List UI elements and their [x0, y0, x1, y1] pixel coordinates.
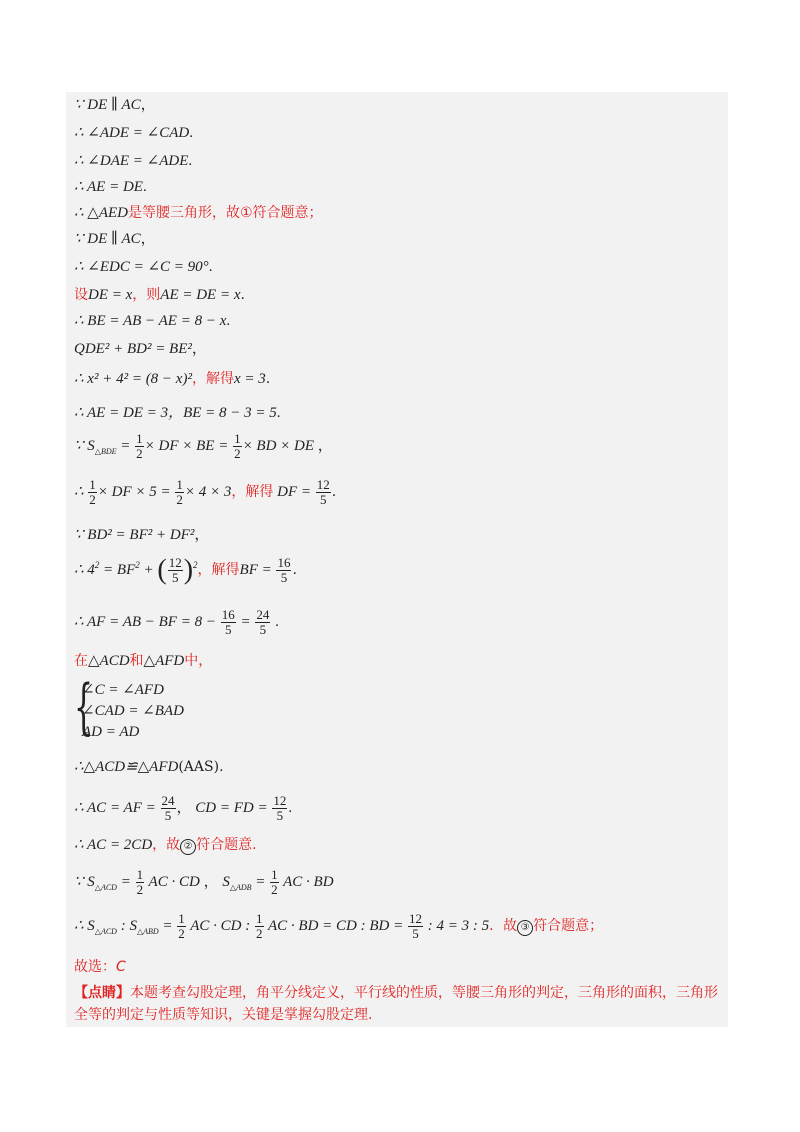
line-12: ∴ AE = DE = 3，BE = 8 − 3 = 5.: [74, 405, 281, 421]
line-10: QDE² + BD² = BE²，: [74, 341, 207, 357]
line-1: ∵ DE ∥ AC，: [74, 97, 156, 113]
line-20: ∴ AC = AF = $\frac{24}{5}$ ， CD = FD = $\frac{12}{5}$ .: [74, 793, 293, 823]
system-line-2: ∠CAD = ∠BAD: [82, 703, 184, 719]
line-23: ∴ $S_{\triangle ACD}$ : $S_{\triangle ABD}$ = $\frac{1}{2}$ AC · CD : $\frac{1}{2}$ AC · BD = CD : BD = $\frac{12}{5}$ : 4 = 3 : 5．故 ③ 符合题意；: [74, 911, 604, 941]
line-5: ∴ △AED是等腰三角形，故①符合题意；: [74, 205, 323, 221]
line-21: ∴ AC = 2CD，故 ② 符合题意.: [74, 837, 257, 853]
tip-line-1: 【点睛】本题考查勾股定理，角平分线定义，平行线的性质，等腰三角形的判定，三角形的面积，三角形: [74, 985, 718, 1001]
line-24: 故选：C: [74, 959, 126, 975]
line-14: ∴ $\frac{1}{2}$ × DF × 5 = $\frac{1}{2}$ × 4 × 3，解得 DF = $\frac{12}{5}$ .: [74, 477, 337, 507]
line-11: ∴ x² + 4² = (8 − x)²，解得x = 3.: [74, 371, 271, 387]
line-4: ∴ AE = DE.: [74, 179, 147, 195]
line-19: ∴△ACD≌△AFD(AAS).: [74, 759, 224, 775]
line-18: 在△ACD和△AFD中，: [74, 653, 213, 669]
line-6: ∵ DE ∥ AC，: [74, 231, 156, 247]
line-8: 设DE = x，则AE = DE = x.: [74, 287, 245, 303]
tip-line-2: 全等的判定与性质等知识，关键是掌握勾股定理.: [74, 1007, 373, 1023]
system-brace: {: [74, 672, 94, 742]
system-line-1: ∠C = ∠AFD: [82, 682, 164, 698]
line-2: ∴ ∠ADE = ∠CAD.: [74, 125, 193, 141]
system-line-3: AD = AD: [82, 724, 140, 740]
line-7: ∴ ∠EDC = ∠C = 90°.: [74, 259, 213, 275]
line-3: ∴ ∠DAE = ∠ADE.: [74, 153, 193, 169]
line-15: ∵ BD² = BF² + DF²，: [74, 527, 210, 543]
line-13: ∵ $S_{\triangle BDE}$ = $\frac{1}{2}$ × DF × BE = $\frac{1}{2}$ × BD × DE ，: [74, 431, 333, 461]
line-16: ∴ $4^2 = BF^2$ + ( $\frac{12}{5}$ )$^2$，解得BF = $\frac{16}{5}$ .: [74, 554, 297, 586]
line-22: ∵ $S_{\triangle ACD}$ = $\frac{1}{2}$ AC · CD ， $S_{\triangle ADB}$ = $\frac{1}{2}$ AC · BD: [74, 867, 334, 897]
line-9: ∴ BE = AB − AE = 8 − x.: [74, 313, 231, 329]
line-17: ∴ AF = AB − BF = 8 − $\frac{16}{5}$ = $\frac{24}{5}$ .: [74, 607, 279, 637]
